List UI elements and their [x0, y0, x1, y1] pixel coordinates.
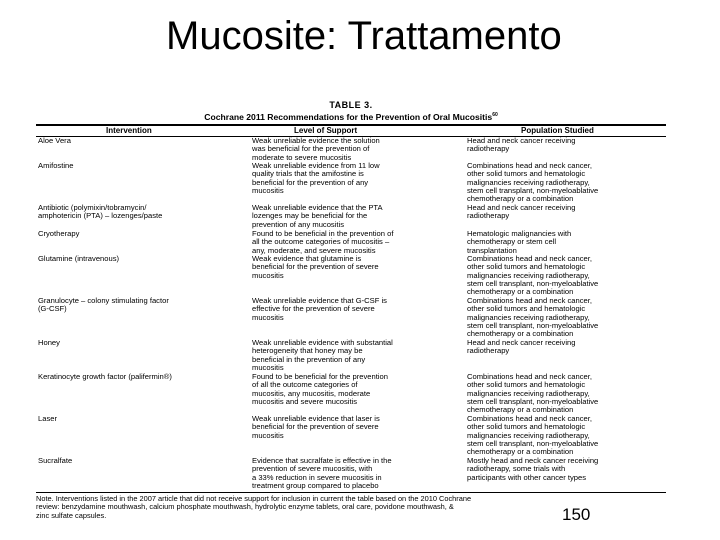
- cell-level: Weak unreliable evidence that laser is beneficial for the prevention of severe mucositis: [252, 414, 380, 440]
- table-row: [36, 204, 666, 230]
- header-intervention: Intervention: [106, 125, 152, 135]
- table-bottom-rule: [36, 492, 666, 493]
- cell-intervention: Glutamine (intravenous): [38, 254, 120, 263]
- cell-intervention: Amifostine: [38, 161, 74, 170]
- cell-intervention: Sucralfate: [38, 456, 73, 465]
- header-level-of-support: Level of Support: [294, 125, 358, 135]
- table-header-row: [36, 126, 666, 136]
- cell-level: Found to be beneficial in the prevention of all the outcome categories of mucositis – any, moderate, and severe mucositis: [252, 229, 394, 255]
- cell-level: Found to be beneficial for the prevention of all the outcome categories of mucositis, any mucositis, moderate mucositis and severe mucositis: [252, 372, 388, 407]
- header-population-studied: Population Studied: [521, 125, 594, 135]
- table-row: [36, 230, 666, 255]
- cell-level: Weak unreliable evidence the solution was beneficial for the prevention of moderate to severe mucositis: [252, 136, 380, 162]
- table-row: [36, 415, 666, 457]
- cell-population: Mostly head and neck cancer receiving radiotherapy, some trials with participants with other cancer types: [467, 456, 599, 482]
- cell-intervention: Laser: [38, 414, 57, 423]
- cell-level: Evidence that sucralfate is effective in the prevention of severe mucositis, with a 33% reduction in severe mucositis in treatment group compared to placebo: [252, 456, 392, 491]
- table-caption-ref: 60: [492, 112, 498, 118]
- table-row: [36, 137, 666, 162]
- cell-population: Combinations head and neck cancer, other solid tumors and hematologic malignancies receiving radiotherapy, stem cell transplant, non-myeloablative chemotherapy or a combination: [467, 372, 599, 415]
- cell-level: Weak evidence that glutamine is beneficial for the prevention of severe mucositis: [252, 254, 379, 280]
- cell-intervention: Antibiotic (polymixin/tobramycin/ amphotericin (PTA) – lozenges/paste: [38, 203, 163, 221]
- table-description: [36, 110, 666, 122]
- cell-population: Combinations head and neck cancer, other solid tumors and hematologic malignancies receiving radiotherapy, stem cell transplant, non-myeloablative chemotherapy or a combination: [467, 161, 599, 204]
- cell-intervention: Aloe Vera: [38, 136, 71, 145]
- table-caption: [36, 100, 666, 122]
- cell-intervention: Keratinocyte growth factor (palifermin®): [38, 372, 172, 381]
- table-number: TABLE 3.: [329, 100, 373, 110]
- table-row: [36, 297, 666, 339]
- page-number: 150: [562, 505, 591, 524]
- cell-level: Weak unreliable evidence that the PTA lozenges may be beneficial for the prevention of any mucositis: [252, 203, 383, 229]
- cell-intervention: Honey: [38, 338, 60, 347]
- cell-intervention: Cryotherapy: [38, 229, 80, 238]
- cell-population: Head and neck cancer receiving radiotherapy: [467, 338, 576, 356]
- slide-title: Mucosite: Trattamento: [166, 14, 562, 58]
- table-caption-text: Cochrane 2011 Recommendations for the Prevention of Oral Mucositis: [204, 111, 493, 122]
- cell-population: Combinations head and neck cancer, other solid tumors and hematologic malignancies receiving radiotherapy, stem cell transplant, non-myeloablative chemotherapy or a combination: [467, 254, 599, 297]
- table-row: [36, 373, 666, 415]
- cell-population: Hematologic malignancies with chemotherapy or stem cell transplantation: [467, 229, 572, 255]
- table-row: [36, 457, 666, 492]
- cell-population: Head and neck cancer receiving radiotherapy: [467, 203, 576, 221]
- cell-level: Weak unreliable evidence from 11 low quality trials that the amifostine is beneficial for the prevention of any mucositis: [252, 161, 380, 196]
- table-row: [36, 255, 666, 297]
- cell-level: Weak unreliable evidence that G-CSF is effective for the prevention of severe mucositis: [252, 296, 387, 322]
- table-row: [36, 339, 666, 373]
- cell-population: Head and neck cancer receiving radiotherapy: [467, 136, 576, 154]
- table-row: [36, 162, 666, 204]
- cell-population: Combinations head and neck cancer, other solid tumors and hematologic malignancies receiving radiotherapy, stem cell transplant, non-myeloablative chemotherapy or a combination: [467, 296, 599, 339]
- cell-level: Weak unreliable evidence with substantial heterogeneity that honey may be beneficial in the prevention of any mucositis: [252, 338, 393, 373]
- cell-population: Combinations head and neck cancer, other solid tumors and hematologic malignancies receiving radiotherapy, stem cell transplant, non-myeloablative chemotherapy or a combination: [467, 414, 599, 457]
- cell-intervention: Granulocyte – colony stimulating factor (G-CSF): [38, 296, 169, 314]
- table-note: Note. Interventions listed in the 2007 article that did not receive support for inclusion in current the table based on the 2010 Cochrane review: benzydamine mouthwash, calcium phosphate mouthwash, hydrolytic enzyme tablets, oral care, povidone mouthwash, & zinc sulfate capsules.: [36, 493, 472, 520]
